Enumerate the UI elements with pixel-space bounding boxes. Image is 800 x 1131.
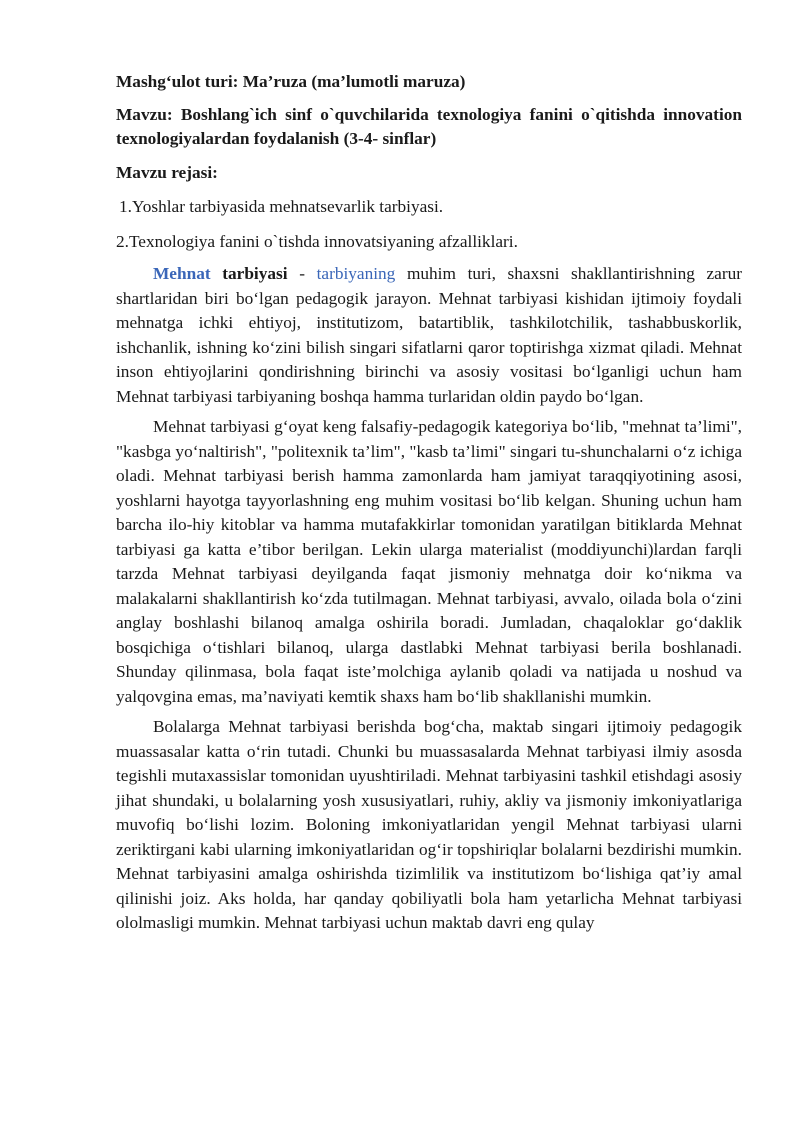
tarbiyasi-term: tarbiyasi [210,264,288,283]
paragraph-2: Mehnat tarbiyasi g‘oyat keng falsafiy-pedagogik kategoriya bo‘lib, "mehnat ta’limi", "kasbga yo‘naltirish", "politexnik ta’lim", "kasb ta’limi" singari tu-shunchalarni o‘z ichiga oladi. Mehnat tarbiyasi berish hamma zamonlarda ham jamiyat taraqqiyotining asosi, yoshlarni hayotga tayyorlashning eng muhim vositasi bo‘lib kelgan. Shuning uchun ham barcha ilo-hiy kitoblar va hamma mutafakkirlar tomonidan yaratilgan bitiklarda Mehnat tarbiyasi ga katta e’tibor berilgan. Lekin ularga materialist (moddiyunchi)lardan farqli tarzda Mehnat tarbiyasi deyilganda faqat jismoniy mehnatga doir ko‘nikma va malakalarni shakllantirish ko‘zda tutilmagan. Mehnat tarbiyasi, avvalo, oilada bola o‘zini anglay boshlashi bilanoq amalga oshirila boradi. Jumladan, chaqaloklar go‘daklik bosqichiga o‘tishlari bilanoq, ularga dastlabki Mehnat tarbiyasi berila boshlanadi. Shunday qilinmasa, bola faqat iste’molchiga aylanib qoladi va natijada u noshud va yalqovgina emas, ma’naviyati kemtik shaxs ham bo‘lib shakllanishi mumkin. [116,417,742,706]
mehnat-link[interactable]: Mehnat [153,264,211,283]
plan-item-1: 1.Yoshlar tarbiyasida mehnatsevarlik tarbiyasi. [119,197,444,216]
plan-title: Mavzu rejasi: [116,162,218,182]
lesson-topic: Mavzu: Boshlang`ich sinf o`quvchilarida texnologiya fanini o`qitishda innovation texnologiyalardan foydalanish (3-4- sinflar) [116,104,742,148]
lesson-type: Mashg‘ulot turi: Ma’ruza (ma’lumotli maruza) [116,72,466,91]
paragraph-1-text: muhim turi, shaxsni shakllantirishning zarur shartlaridan biri bo‘lgan pedagogik jarayon. Mehnat tarbiyasi kishidan ijtimoiy foydali mehnatga ichki ehtiyoj, institutizom, batartiblik, tashkilotchilik, tashabbuskorlik, ishchanlik, ishning ko‘zini bilish singari sifatlarni qaror toptirishga xizmat qiladi. Mehnat inson ehtiyojlarini qondirishning birinchi va asosiy vositasi bo‘lganligi uchun ham Mehnat tarbiyasi tarbiyaning boshqa hamma turlaridan oldin paydo bo‘lgan. [116,264,743,406]
paragraph-1 [116,262,742,409]
term-dash: - [287,264,317,283]
paragraph-3: Bolalarga Mehnat tarbiyasi berishda bog‘cha, maktab singari ijtimoiy pedagogik muassasalar katta o‘rin tutadi. Chunki bu muassasalarda Mehnat tarbiyasi ilmiy asosda tegishli mutaxassislar tomonidan uyushtiriladi. Mehnat tarbiyasini tashkil etishdagi asosiy jihat shundaki, u bolalarning yosh xususiyatlari, ruhiy, akliy va jismoniy imkoniyatlariga muvofiq bo‘lishi lozim. Boloning imkoniyatlaridan yengil Mehnat tarbiyasi ularni zeriktirgani kabi ularning imkoniyatlaridan og‘ir topshiriqlar bolalarni bezdirishi mumkin. Mehnat tarbiyasini amalga oshirishda tizimlilik va institutizom bo‘lishiga qat’iy amal qilinishi joiz. Aks holda, har qanday qobiliyatli bola ham yetarlicha Mehnat tarbiyasi ololmasligi mumkin. Mehnat tarbiyasi uchun maktab davri eng qulay [116,717,742,932]
document-page [116,70,742,942]
tarbiyaning-link[interactable]: tarbiyaning [316,264,396,283]
plan-item-2: 2.Texnologiya fanini o`tishda innovatsiyaning afzalliklari. [116,231,518,251]
